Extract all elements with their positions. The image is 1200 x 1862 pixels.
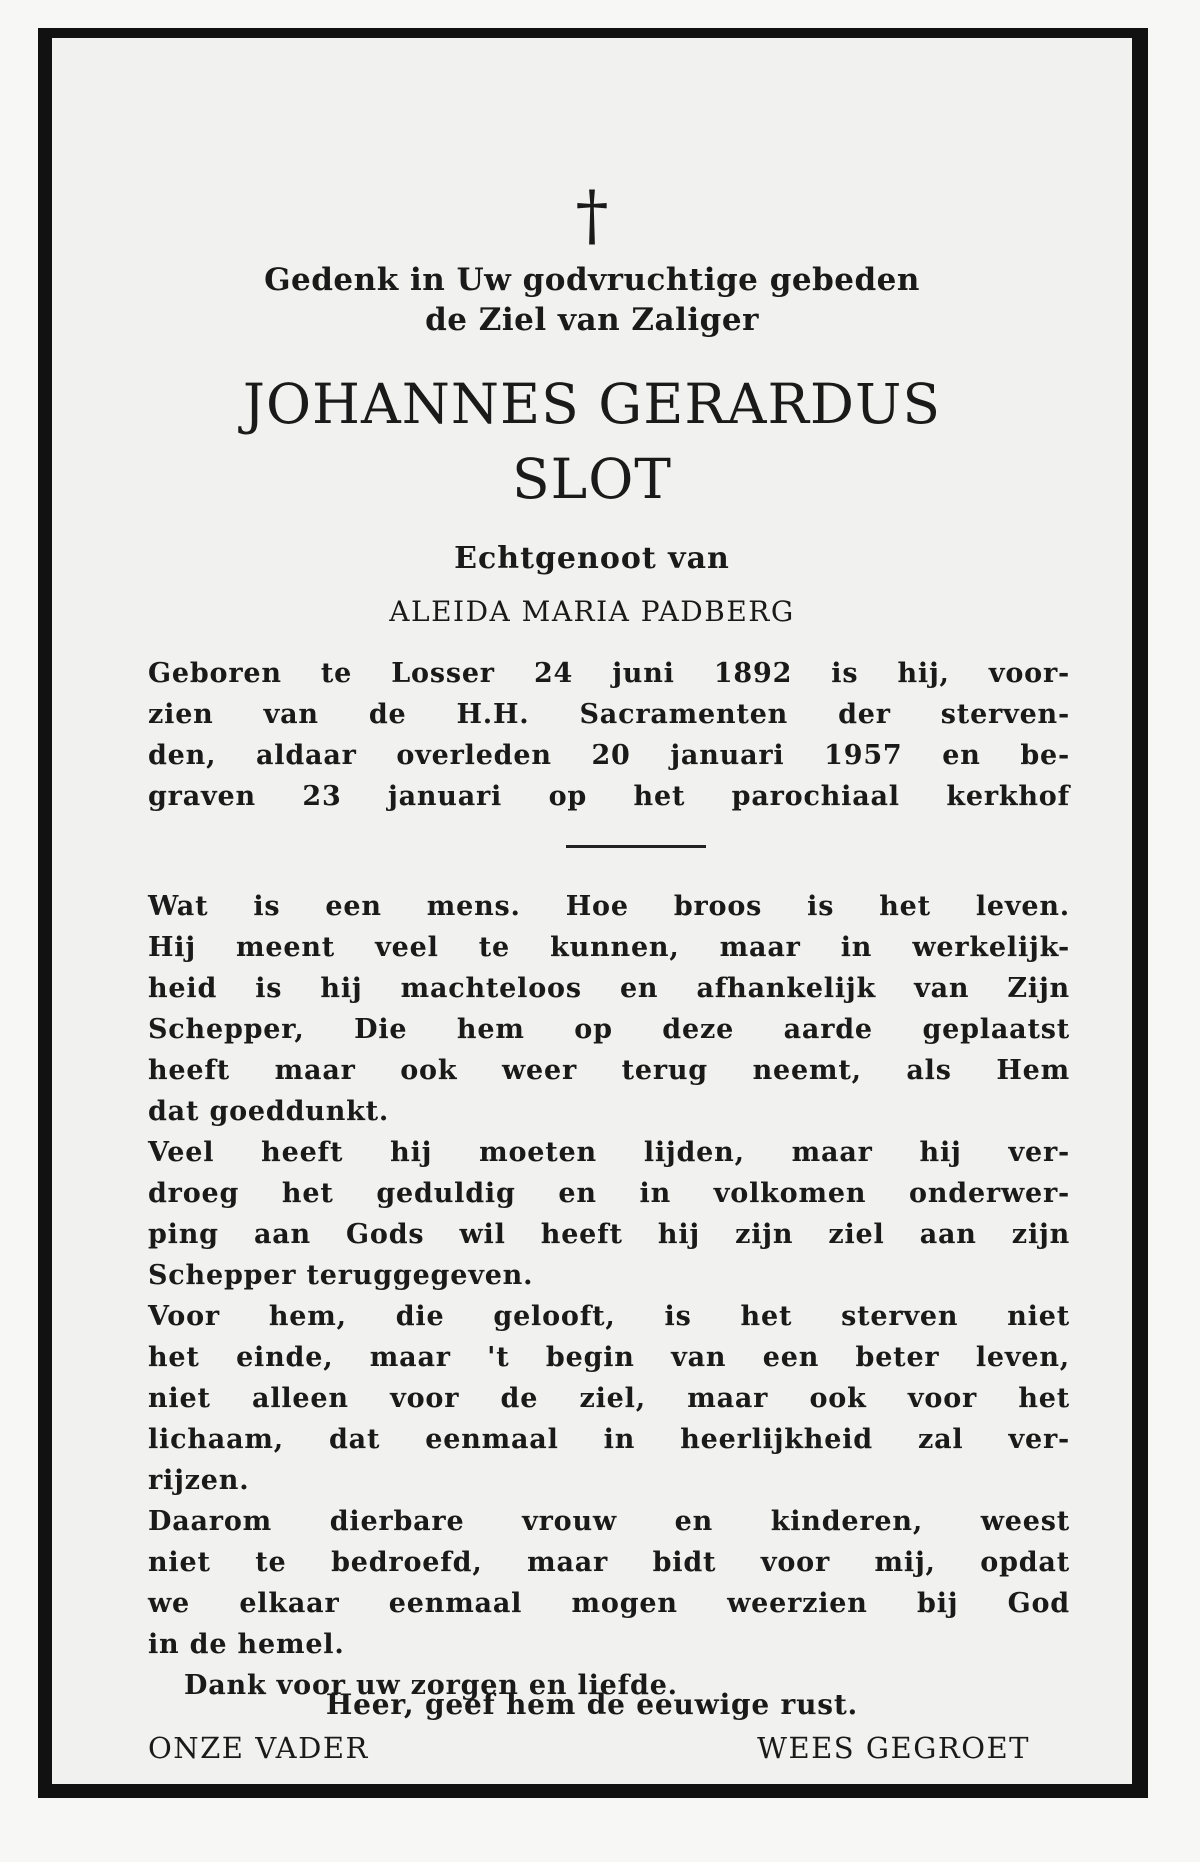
poem-line: Daarom dierbare vrouw en kinderen, weest [148,1506,1070,1537]
cross-icon: † [575,177,609,254]
poem-line: Schepper teruggegeven. [148,1260,534,1291]
bio-line: graven 23 januari op het parochiaal kerkhof [148,781,1070,812]
bio-line: zien van de H.H. Sacramenten der sterven- [148,699,1070,730]
biography-paragraph [148,653,1070,817]
deceased-name-line-2: SLOT [512,447,672,511]
spouse-intro: Echtgenoot van [454,541,730,576]
meditation-text [148,886,1070,1706]
deceased-name-line-1: JOHANNES GERARDUS [242,372,942,436]
poem-line: het einde, maar 't begin van een beter leven, [148,1342,1070,1373]
poem-line: heeft maar ook weer terug neemt, als Hem [148,1055,1070,1086]
poem-line: Hij meent veel te kunnen, maar in werkelijk- [148,932,1070,963]
poem-line: lichaam, dat eenmaal in heerlijkheid zal ver- [148,1424,1070,1455]
divider [566,845,706,848]
poem-line: dat goeddunkt. [148,1096,390,1127]
intro-line-2: de Ziel van Zaliger [425,302,759,338]
bio-line: Geboren te Losser 24 juni 1892 is hij, voor- [148,658,1070,689]
poem-line: niet alleen voor de ziel, maar ook voor het [148,1383,1070,1414]
poem-line: we elkaar eenmaal mogen weerzien bij God [148,1588,1070,1619]
memorial-card [38,28,1148,1798]
footer-prayer-right: WEES GEGROET [757,1731,1030,1765]
poem-line: ping aan Gods wil heeft hij zijn ziel aan zijn [148,1219,1070,1250]
poem-line: rijzen. [148,1465,250,1496]
bio-line: den, aldaar overleden 20 januari 1957 en be- [148,740,1070,771]
poem-line: Schepper, Die hem op deze aarde geplaatst [148,1014,1070,1045]
spouse-name: ALEIDA MARIA PADBERG [389,595,795,628]
poem-line: niet te bedroefd, maar bidt voor mij, opdat [148,1547,1070,1578]
poem-line: heid is hij machteloos en afhankelijk van Zijn [148,973,1070,1004]
prayer-line: Heer, geef hem de eeuwige rust. [325,1688,859,1721]
footer-prayer-left: ONZE VADER [148,1731,369,1765]
poem-line: Dank voor uw zorgen en liefde. [184,1670,678,1701]
poem-line: Veel heeft hij moeten lijden, maar hij ver- [148,1137,1070,1168]
poem-line: Wat is een mens. Hoe broos is het leven. [148,891,1070,922]
intro-line-1: Gedenk in Uw godvruchtige gebeden [264,262,920,298]
poem-line: Voor hem, die gelooft, is het sterven niet [148,1301,1070,1332]
poem-line: in de hemel. [148,1629,345,1660]
poem-line: droeg het geduldig en in volkomen onderwer- [148,1178,1070,1209]
